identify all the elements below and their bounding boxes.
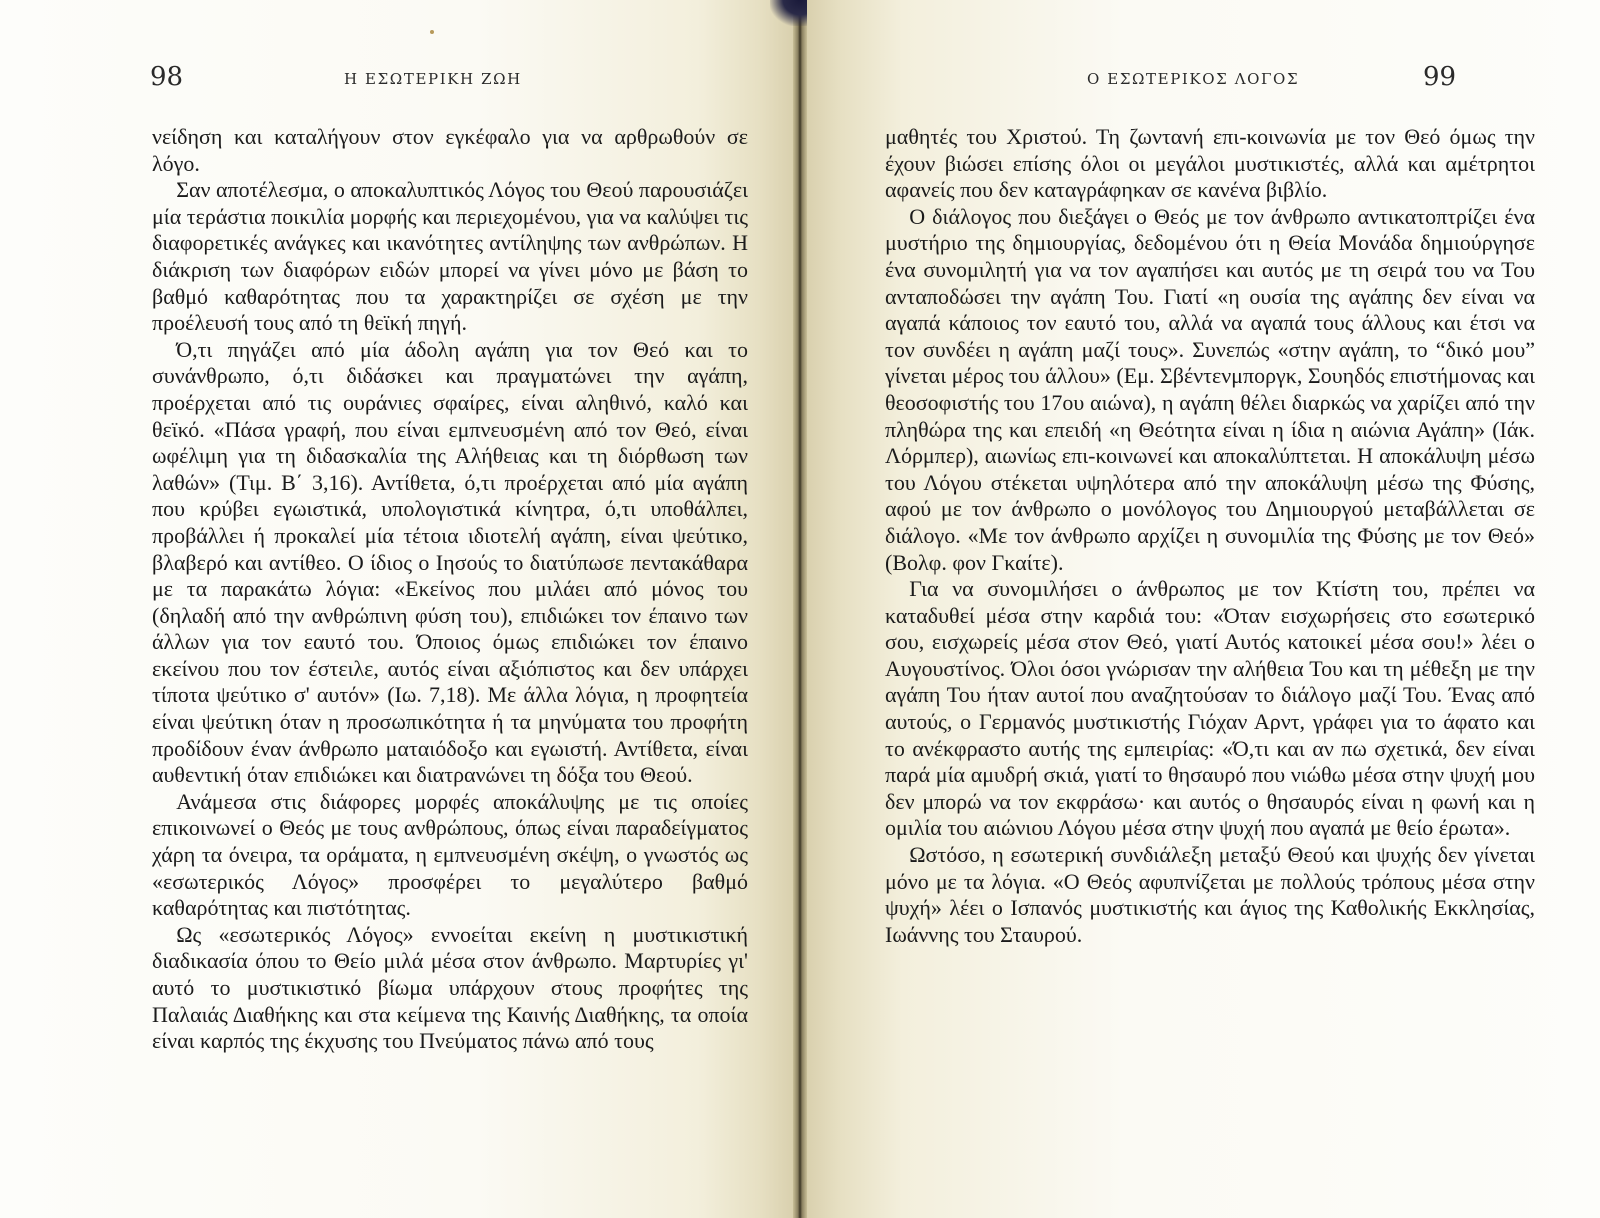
paragraph: Ωστόσο, η εσωτερική συνδιάλεξη μεταξύ Θεού και ψυχής δεν γίνεται μόνο με τα λόγια. «Ο Θεός αφυπνίζεται με πολλούς τρόπους μέσα στην ψυχή» λέει ο Ισπανός μυστικιστής και άγιος της Καθολικής Εκκλησίας, Ιωάννης του Σταυρού. [885,842,1535,947]
right-page [807,0,1600,1218]
paragraph: Ο διάλογος που διεξάγει ο Θεός με τον άνθρωπο αντικατοπτρίζει ένα μυστήριο της δημιουργίας, δεδομένου ότι η Θεία Μονάδα δημιούργησε ένα συνομιλητή για να τον αγαπήσει και αυτός με τη σειρά του να Του ανταποδώσει την αγάπη Του. Γιατί «η ουσία της αγάπης δεν είναι να αγαπά κάποιος τον εαυτό του, αλλά να αγαπά τους άλλους και έτσι να τον συνδέει η αγάπη μαζί τους». Συνεπώς «στην αγάπη, το “δικό μου” γίνεται μέρος του άλλου» (Εμ. Σβέντενμποργκ, Σουηδός επιστήμονας και θεοσοφιστής του 17ου αιώνα), η αγάπη θέλει διαρκώς να χαρίζει από την πληθώρα της και επειδή «η Θεότητα είναι η ίδια η αιώνια Αγάπη» (Ιάκ. Λόρμπερ), αιωνίως επι-κοινωνεί και αποκαλύπτεται. Η αποκάλυψη μέσω του Λόγου στέκεται υψηλότερα από την αποκάλυψη μέσω της Φύσης, αφού με τον άνθρωπο ο μονόλογος του Δημιουργού μεταβάλλεται σε διάλογο. «Με τον άνθρωπο αρχίζει η συνομιλία της Φύσης με τον Θεό» (Βολφ. φον Γκαίτε). [885,203,1535,575]
right-running-title: Ο ΕΣΩΤΕΡΙΚΟΣ ΛΟΓΟΣ [1087,70,1300,88]
paragraph: μαθητές του Χριστού. Τη ζωντανή επι-κοινωνία με τον Θεό όμως την έχουν βιώσει επίσης όλοι οι μεγάλοι μυστικιστές, αλλά και αμέτρητοι αφανείς που δεν καταγράφηκαν σε κανένα βιβλίο. [885,124,1535,203]
paragraph: Σαν αποτέλεσμα, ο αποκαλυπτικός Λόγος του Θεού παρουσιάζει μία τεράστια ποικιλία μορφής και περιεχομένου, για να καλύψει τις διαφορετικές ανάγκες και ικανότητες αντίληψης των ανθρώπων. Η διάκριση των διαφόρων ειδών μπορεί να γίνει μόνο με βάση το βαθμό καθαρότητας που τα χαρακτηρίζει σε σχέση με την προέλευσή τους από τη θεϊκή πηγή. [152,177,748,336]
paragraph: Για να συνομιλήσει ο άνθρωπος με τον Κτίστη του, πρέπει να καταδυθεί μέσα στην καρδιά του: «Όταν εισχωρήσεις στο εσωτερικό σου, εισχωρείς μέσα στον Θεό, γιατί Αυτός κατοικεί μέσα σου!» λέει ο Αυγουστίνος. Όλοι όσοι γνώρισαν την αλήθεια Του και τη μέθεξη με την αγάπη Του ήταν αυτοί που αναζητούσαν το διάλογο μαζί Του. Ένας από αυτούς, ο Γερμανός μυστικιστής Γιόχαν Αρντ, γράφει για το άφατο και το ανέκφραστο αυτής της εμπειρίας: «Ό,τι και αν πω σχετικά, δεν είναι παρά μία αμυδρή σκιά, γιατί το θησαυρό που νιώθω μέσα στην ψυχή μου δεν μπορώ να τον εκφράσω· και αυτός ο θησαυρός είναι η φωνή και η ομιλία του αιώνιου Λόγου μέσα στην ψυχή που αγαπά με θείο έρωτα». [885,576,1535,841]
book-gutter [793,0,807,1218]
paragraph: Ανάμεσα στις διάφορες μορφές αποκάλυψης με τις οποίες επικοινωνεί ο Θεός με τους ανθρώπους, όπως είναι παραδείγματος χάρη τα όνειρα, τα οράματα, η εμπνευσμένη σκέψη, ο γνωστός ως «εσωτερικός Λόγος» προσφέρει το μεγαλύτερο βαθμό καθαρότητας και πιστότητας. [152,788,748,921]
right-body-text [885,124,1535,948]
left-body-text [152,124,748,1055]
paper-speck [430,30,434,34]
right-page-number: 99 [1423,62,1457,92]
left-running-title: Η ΕΣΩΤΕΡΙΚΗ ΖΩΗ [344,70,522,88]
paragraph: Ως «εσωτερικός Λόγος» εννοείται εκείνη η μυστικιστική διαδικασία όπου το Θείο μιλά μέσα στον άνθρωπο. Μαρτυρίες γι' αυτό το μυστικιστικό βίωμα υπάρχουν στους προφήτες της Παλαιάς Διαθήκης και στα κείμενα της Καινής Διαθήκης, τα οποία είναι καρπός της έκχυσης του Πνεύματος πάνω από τους [152,921,748,1054]
paragraph: Ό,τι πηγάζει από μία άδολη αγάπη για τον Θεό και το συνάνθρωπο, ό,τι διδάσκει και πραγματώνει την αγάπη, προέρχεται από τις ουράνιες σφαίρες, είναι αληθινό, καλό και θεϊκό. «Πάσα γραφή, που είναι εμπνευσμένη από τον Θεό, είναι ωφέλιμη για τη διδασκαλία της Αλήθειας και τη διόρθωση των λαθών» (Τιμ. Β΄ 3,16). Αντίθετα, ό,τι προέρχεται από μία αγάπη που κρύβει εγωιστικά, υπολογιστικά κίνητρα, ό,τι υποθάλπει, προβάλλει ή προκαλεί μία τέτοια ιδιοτελή αγάπη, είναι ψεύτικο, βλαβερό και αντίθεο. Ο ίδιος ο Ιησούς το διατύπωσε πεντακάθαρα με τα παρακάτω λόγια: «Εκείνος που μιλάει από μόνος του (δηλαδή από την ανθρώπινη φύση του), επιδιώκει τον έπαινο των άλλων για τον εαυτό του. Όποιος όμως επιδιώκει τον έπαινο εκείνου που τον έστειλε, αυτός είναι αξιόπιστος και δεν υπάρχει τίποτα ψεύτικο σ' αυτόν» (Ιω. 7,18). Με άλλα λόγια, η προφητεία είναι ψεύτικη όταν η προσωπικότητα ή τα μηνύματα του προφήτη προδίδουν έναν άνθρωπο ματαιόδοξο και εγωιστή. Αντίθετα, είναι αυθεντική όταν επιδιώκει και διατρανώνει τη δόξα του Θεού. [152,336,748,788]
left-page-number: 98 [150,62,184,92]
paragraph: νείδηση και καταλήγουν στον εγκέφαλο για να αρθρωθούν σε λόγο. [152,124,748,176]
left-page [0,0,793,1218]
